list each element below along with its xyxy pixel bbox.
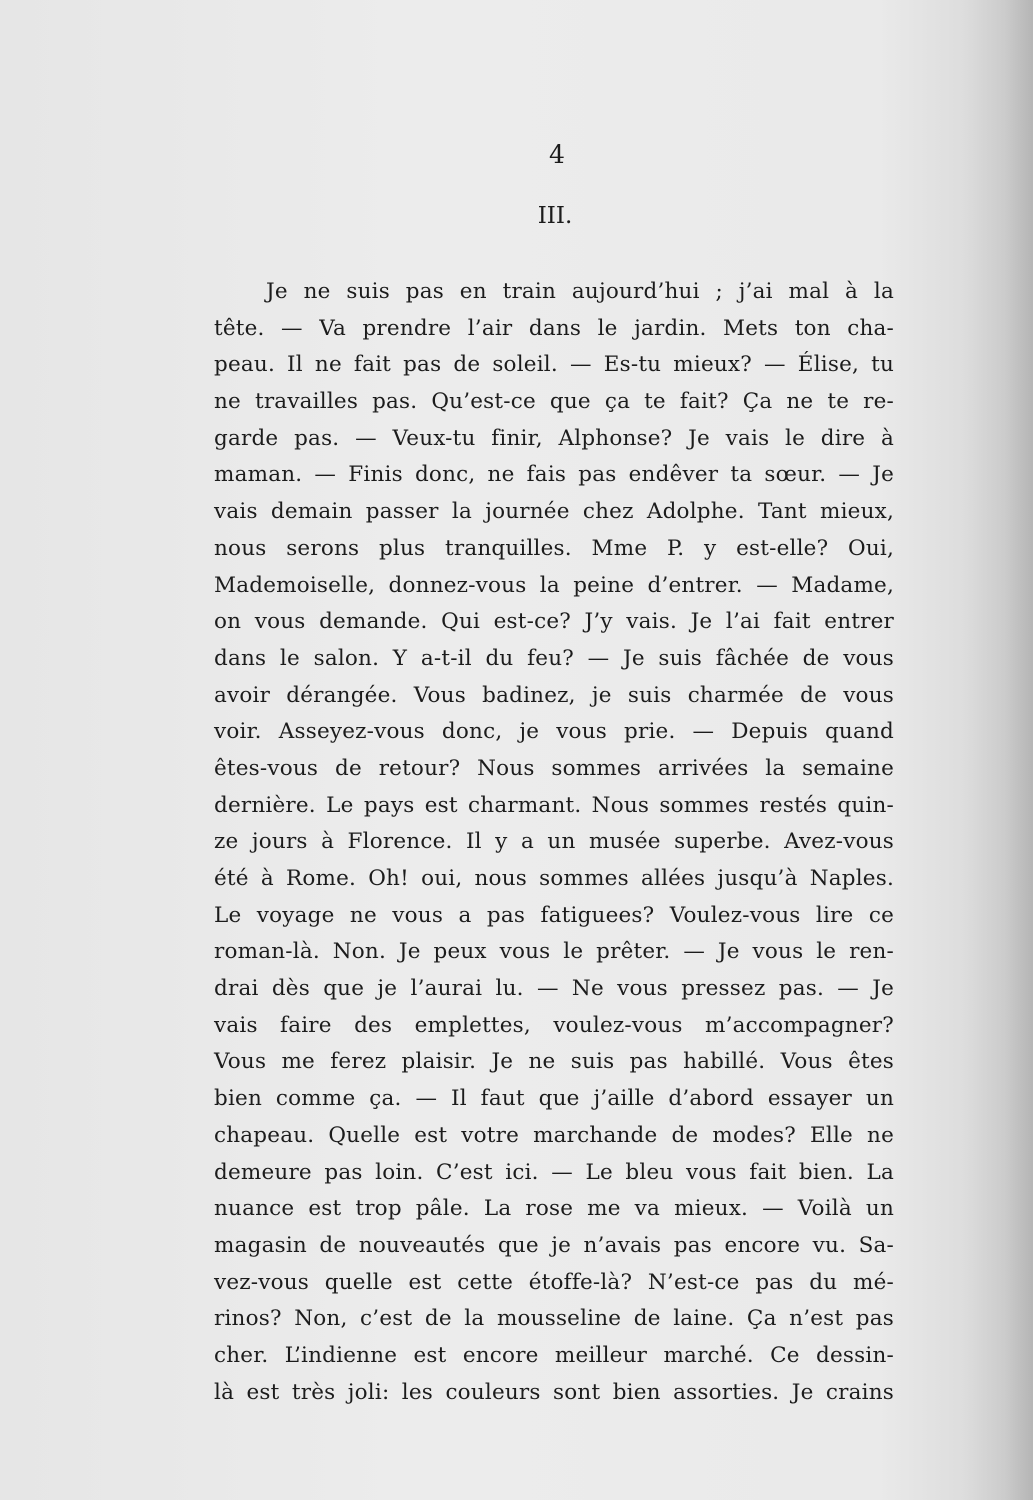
page-number: 4: [549, 140, 566, 169]
text-line: tête. — Va prendre l’air dans le jardin. Mets ton cha-: [214, 315, 894, 341]
text-line: nous serons plus tranquilles. Mme P. y est-elle? Oui,: [214, 535, 894, 561]
text-line: Vous me ferez plaisir. Je ne suis pas habillé. Vous êtes: [214, 1049, 894, 1075]
text-line: roman-là. Non. Je peux vous le prêter. — Je vous le ren-: [214, 939, 894, 965]
text-line: été à Rome. Oh! oui, nous sommes allées jusqu’à Naples.: [214, 866, 894, 891]
text-line: ne travailles pas. Qu’est-ce que ça te fait? Ça ne te re-: [214, 389, 894, 415]
text-line: avoir dérangée. Vous badinez, je suis charmée de vous: [214, 682, 894, 708]
text-line: rinos? Non, c’est de la mousseline de laine. Ça n’est pas: [214, 1306, 894, 1332]
text-line: Je ne suis pas en train aujourd’hui ; j’ai mal à la: [266, 279, 894, 304]
text-line: cher. L’indienne est encore meilleur marché. Ce dessin-: [214, 1342, 894, 1368]
text-line: peau. Il ne fait pas de soleil. — Es-tu mieux? — Élise, tu: [214, 352, 894, 378]
text-line: bien comme ça. — Il faut que j’aille d’abord essayer un: [214, 1086, 894, 1112]
text-line: ze jours à Florence. Il y a un musée superbe. Avez-vous: [214, 829, 894, 855]
text-line: demeure pas loin. C’est ici. — Le bleu vous fait bien. La: [214, 1159, 894, 1185]
text-line: magasin de nouveautés que je n’avais pas encore vu. Sa-: [214, 1232, 894, 1258]
text-line: dernière. Le pays est charmant. Nous sommes restés quin-: [214, 792, 894, 818]
text-line: vais faire des emplettes, voulez-vous m’accompagner?: [214, 1012, 894, 1038]
text-line: nuance est trop pâle. La rose me va mieux. — Voilà un: [214, 1196, 894, 1222]
text-line: Mademoiselle, donnez-vous la peine d’entrer. — Madame,: [214, 572, 894, 598]
text-line: chapeau. Quelle est votre marchande de modes? Elle ne: [214, 1122, 894, 1148]
text-line: Le voyage ne vous a pas fatiguees? Voulez-vous lire ce: [214, 902, 894, 928]
text-line: vez-vous quelle est cette étoffe-là? N’est-ce pas du mé-: [214, 1269, 894, 1295]
text-line: êtes-vous de retour? Nous sommes arrivées la semaine: [214, 755, 894, 781]
text-line: maman. — Finis donc, ne fais pas endêver ta sœur. — Je: [214, 462, 894, 488]
text-line: là est très joli: les couleurs sont bien assorties. Je crains: [214, 1379, 894, 1405]
text-line: on vous demande. Qui est-ce? J’y vais. Je l’ai fait entrer: [214, 609, 894, 635]
text-line: voir. Asseyez-vous donc, je vous prie. — Depuis quand: [214, 719, 894, 745]
text-line: vais demain passer la journée chez Adolphe. Tant mieux,: [214, 499, 894, 525]
section-heading: III.: [537, 203, 573, 229]
text-line: dans le salon. Y a-t-il du feu? — Je suis fâchée de vous: [214, 645, 894, 671]
body-text: [214, 274, 894, 1411]
text-line: drai dès que je l’aurai lu. — Ne vous pressez pas. — Je: [214, 976, 894, 1002]
text-line: garde pas. — Veux-tu finir, Alphonse? Je vais le dire à: [214, 425, 894, 451]
